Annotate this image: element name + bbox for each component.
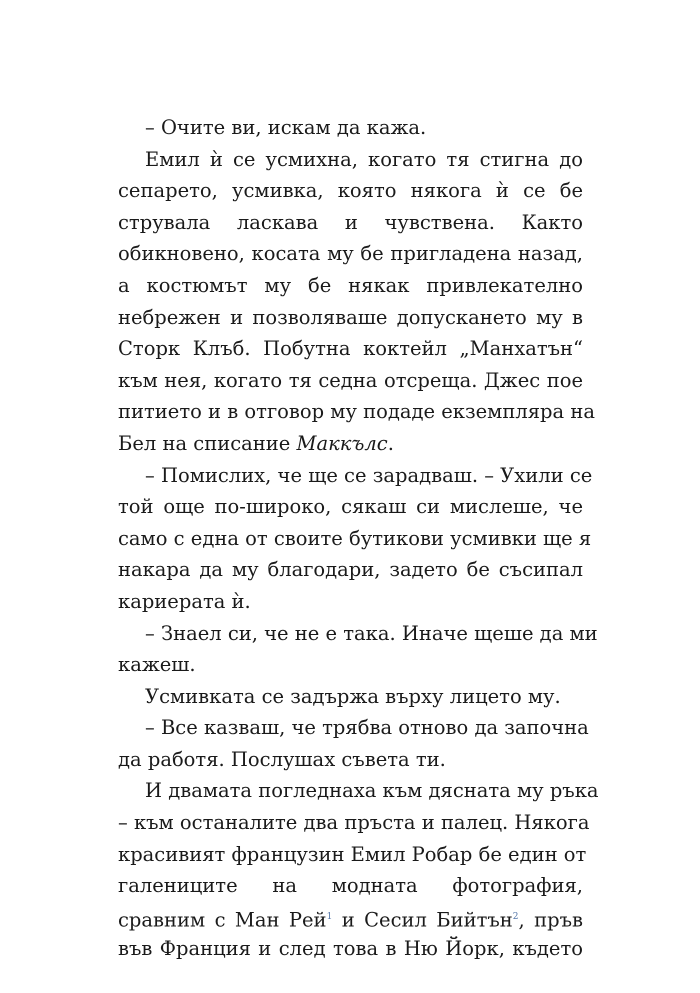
text-line: Усмивката се задържа върху лицето му. (145, 684, 561, 708)
text-line: кажеш. (118, 653, 196, 677)
text-line: Сторк Клъб. Побутна коктейл „Манхатън“ (118, 337, 583, 361)
text-line: красивият французин Емил Робар бе един от (118, 842, 587, 866)
text-line: – Очите ви, искам да кажа. (145, 116, 427, 139)
text-line: И двамата погледнаха към дясната му ръка (145, 779, 599, 803)
footnote-marker[interactable]: 1 (326, 911, 333, 922)
text-fragment: и Сесил Бийтън (332, 908, 513, 932)
text-line: да работя. Послушах съвета ти. (118, 747, 446, 771)
text-line: а костюмът му бе някак привлекателно (118, 273, 583, 297)
text-line: накара да му благодари, задето бе съсипал (118, 558, 583, 582)
text-line: само с една от своите бутикови усмивки ще я (118, 526, 592, 550)
text-line: Емил ѝ се усмихна, когато тя стигна до (145, 147, 583, 171)
footnote-marker[interactable]: 2 (512, 911, 519, 922)
text-line: струвала ласкава и чувствена. Както (118, 210, 583, 234)
text-line: – Помислих, че ще се зарадваш. – Ухили се (145, 463, 593, 487)
text-line: към нея, когато тя седна отсреща. Джес пое (118, 368, 583, 392)
text-line: обикновено, косата му бе пригладена назад, (118, 242, 583, 266)
text-line: – Все казваш, че трябва отново да започна (145, 716, 589, 740)
text-line: – към останалите два пръста и палец. Някога (118, 811, 590, 835)
text-line: той още по-широко, сякаш си мислеше, че (118, 495, 583, 519)
text-line: галениците на модната фотография, (118, 874, 583, 898)
book-page-text (118, 112, 599, 965)
text-fragment: Бел на списание (118, 431, 297, 455)
text-line: небрежен и позволяваше допускането му в (118, 305, 583, 329)
text-line: – Знаел си, че не е така. Иначе щеше да ми (145, 621, 598, 645)
text-fragment: , пръв (518, 908, 584, 932)
text-line: питието и в отговор му подаде екземпляра на (118, 400, 595, 424)
text-line: във Франция и след това в Ню Йорк, където (118, 937, 583, 961)
text-line: кариерата ѝ. (118, 589, 251, 613)
text-line (118, 902, 583, 934)
text-fragment: сравним с Ман Рей (118, 908, 327, 932)
magazine-title: Маккълс (296, 431, 388, 455)
text-fragment: . (387, 431, 394, 455)
text-line: сепарето, усмивка, която някога ѝ се бе (118, 179, 583, 203)
text-line (118, 428, 583, 460)
